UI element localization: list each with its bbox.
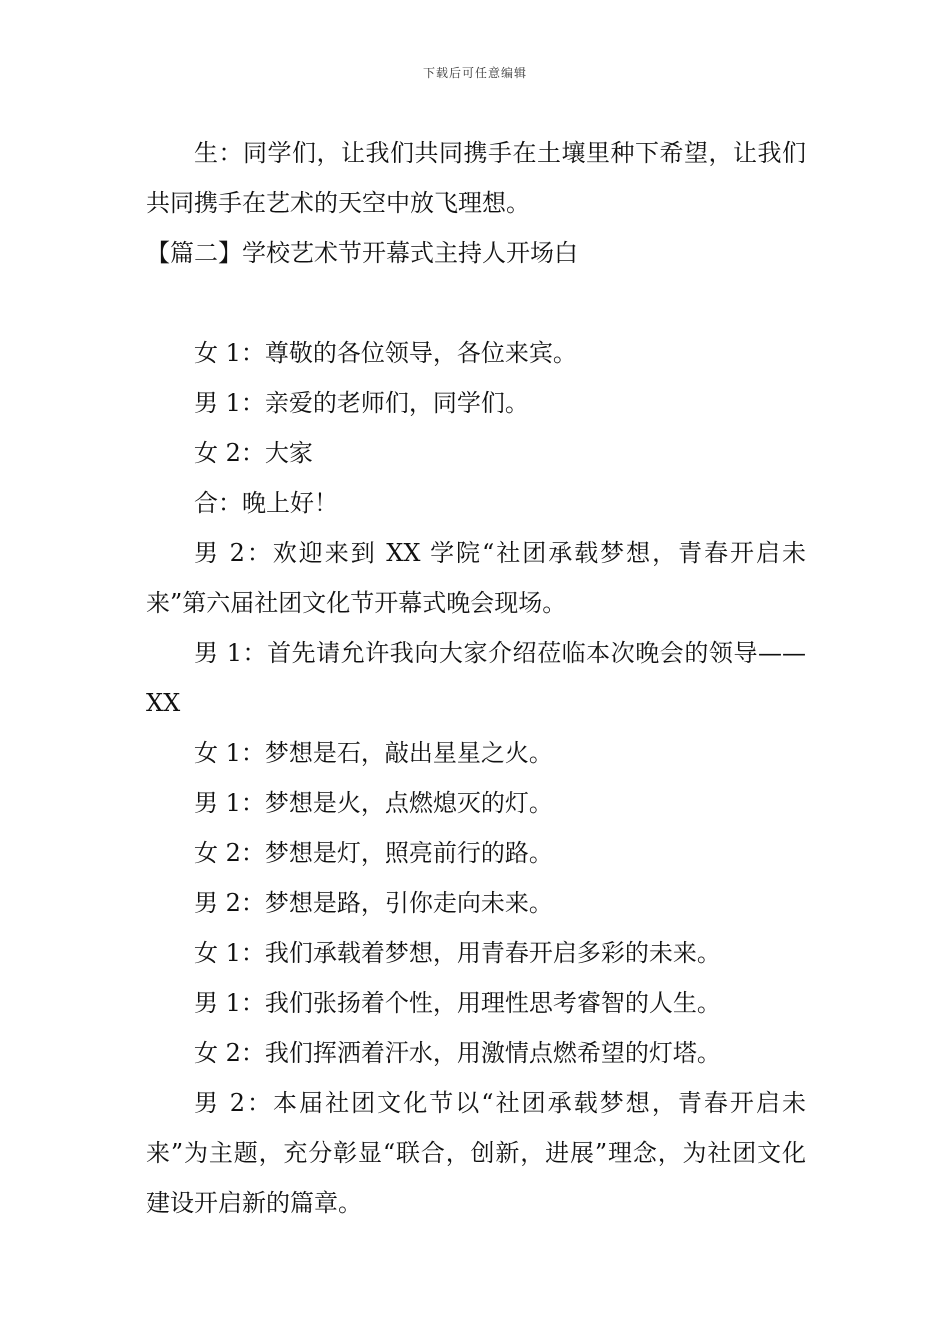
dialogue-line: 女 1：梦想是石，敲出星星之火。	[194, 739, 553, 767]
dialogue-line: 男 2：梦想是路，引你走向未来。	[194, 889, 553, 917]
dialogue-line: 男 2：本届社团文化节以“社团承载梦想，青春开启未来”为主题，充分彰显“联合，创新，进展”理念，为社团文化建设开启新的篇章。	[146, 1089, 806, 1217]
dialogue-line: 女 2：我们挥洒着汗水，用激情点燃希望的灯塔。	[194, 1039, 721, 1067]
paragraph-closing-line: 生：同学们，让我们共同携手在土壤里种下希望，让我们共同携手在艺术的天空中放飞理想。	[146, 139, 806, 217]
dialogue-line: 男 1：首先请允许我向大家介绍莅临本次晚会的领导——XX	[146, 639, 806, 717]
section-heading: 【篇二】学校艺术节开幕式主持人开场白	[146, 239, 578, 267]
dialogue-line: 男 1：梦想是火，点燃熄灭的灯。	[194, 789, 553, 817]
document-body	[146, 128, 806, 1228]
dialogue-line: 女 1：尊敬的各位领导，各位来宾。	[194, 339, 577, 367]
dialogue-line: 女 1：我们承载着梦想，用青春开启多彩的未来。	[194, 939, 721, 967]
dialogue-line: 男 1：我们张扬着个性，用理性思考睿智的人生。	[194, 989, 721, 1017]
blank-line	[146, 278, 806, 328]
page-header-note: 下载后可任意编辑	[422, 66, 527, 80]
dialogue-line: 女 2：梦想是灯，照亮前行的路。	[194, 839, 553, 867]
dialogue-line: 合：晚上好！	[194, 489, 338, 517]
dialogue-line: 女 2：大家	[194, 439, 313, 467]
dialogue-line: 男 2：欢迎来到 XX 学院“社团承载梦想，青春开启未来”第六届社团文化节开幕式晚会现场。	[146, 539, 806, 617]
dialogue-line: 男 1：亲爱的老师们，同学们。	[194, 389, 529, 417]
